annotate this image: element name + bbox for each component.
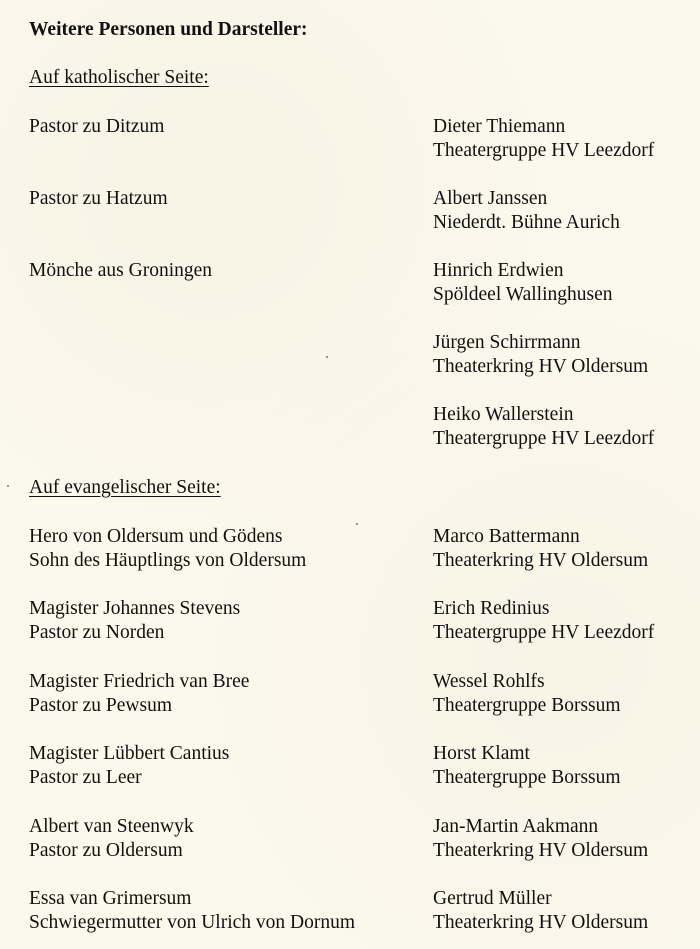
section-heading-protestant: Auf evangelischer Seite: [29, 477, 221, 498]
role-entry [29, 597, 240, 645]
role-entry [29, 742, 229, 790]
actor-group: Spöldeel Wallinghusen [433, 284, 613, 305]
actor-entry [433, 525, 648, 573]
role-line: Sohn des Häuptlings von Oldersum [29, 550, 307, 571]
actor-name: Wessel Rohlfs [433, 671, 545, 692]
role-line: Pastor zu Norden [29, 622, 165, 643]
role-line: Magister Friedrich van Bree [29, 671, 250, 692]
role-line: Hero von Oldersum und Gödens [29, 526, 283, 547]
actor-name: Heiko Wallerstein [433, 404, 574, 425]
actor-entry [433, 331, 648, 379]
role-entry [29, 815, 194, 863]
actor-name: Albert Janssen [433, 188, 548, 209]
actor-name: Jürgen Schirrmann [433, 332, 581, 353]
actor-name: Hinrich Erdwien [433, 260, 564, 281]
actor-name: Dieter Thiemann [433, 116, 566, 137]
actor-group: Theaterkring HV Oldersum [433, 840, 649, 861]
role-entry [29, 187, 168, 211]
actor-entry [433, 742, 621, 790]
actor-entry [433, 259, 613, 307]
actor-group: Theaterkring HV Oldersum [433, 356, 649, 377]
actor-entry [433, 887, 648, 935]
role-entry [29, 115, 164, 139]
actor-name: Marco Battermann [433, 526, 580, 547]
actor-name: Horst Klamt [433, 743, 530, 764]
actor-group: Theaterkring HV Oldersum [433, 550, 649, 571]
section-heading-catholic: Auf katholischer Seite: [29, 67, 209, 88]
actor-entry [433, 670, 621, 718]
role-line: Pastor zu Leer [29, 767, 142, 788]
actor-name: Jan-Martin Aakmann [433, 816, 599, 837]
role-entry [29, 259, 212, 283]
actor-group: Theatergruppe Borssum [433, 695, 621, 716]
role-entry [29, 525, 306, 573]
role-entry [29, 670, 249, 718]
role-line: Pastor zu Oldersum [29, 840, 183, 861]
role-line: Magister Lübbert Cantius [29, 743, 230, 764]
scan-speck [326, 356, 328, 358]
actor-group: Theaterkring HV Oldersum [433, 912, 649, 933]
role-line: Mönche aus Groningen [29, 260, 213, 281]
actor-group: Theatergruppe HV Leezdorf [433, 428, 655, 449]
page-title: Weitere Personen und Darsteller: [29, 19, 308, 40]
actor-group: Theatergruppe Borssum [433, 767, 621, 788]
role-line: Pastor zu Pewsum [29, 695, 172, 716]
actor-name: Erich Redinius [433, 598, 550, 619]
role-entry [29, 887, 355, 935]
actor-entry [433, 815, 648, 863]
actor-entry [433, 115, 654, 163]
role-line: Schwiegermutter von Ulrich von Dornum [29, 912, 356, 933]
role-line: Pastor zu Ditzum [29, 116, 165, 137]
actor-group: Theatergruppe HV Leezdorf [433, 622, 655, 643]
actor-entry [433, 403, 654, 451]
actor-entry [433, 187, 620, 235]
role-line: Essa van Grimersum [29, 888, 192, 909]
actor-group: Theatergruppe HV Leezdorf [433, 140, 655, 161]
role-line: Pastor zu Hatzum [29, 188, 168, 209]
scan-speck [7, 485, 9, 487]
actor-entry [433, 597, 654, 645]
role-line: Magister Johannes Stevens [29, 598, 241, 619]
actor-group: Niederdt. Bühne Aurich [433, 212, 620, 233]
role-line: Albert van Steenwyk [29, 816, 194, 837]
actor-name: Gertrud Müller [433, 888, 552, 909]
scan-speck [356, 523, 358, 525]
